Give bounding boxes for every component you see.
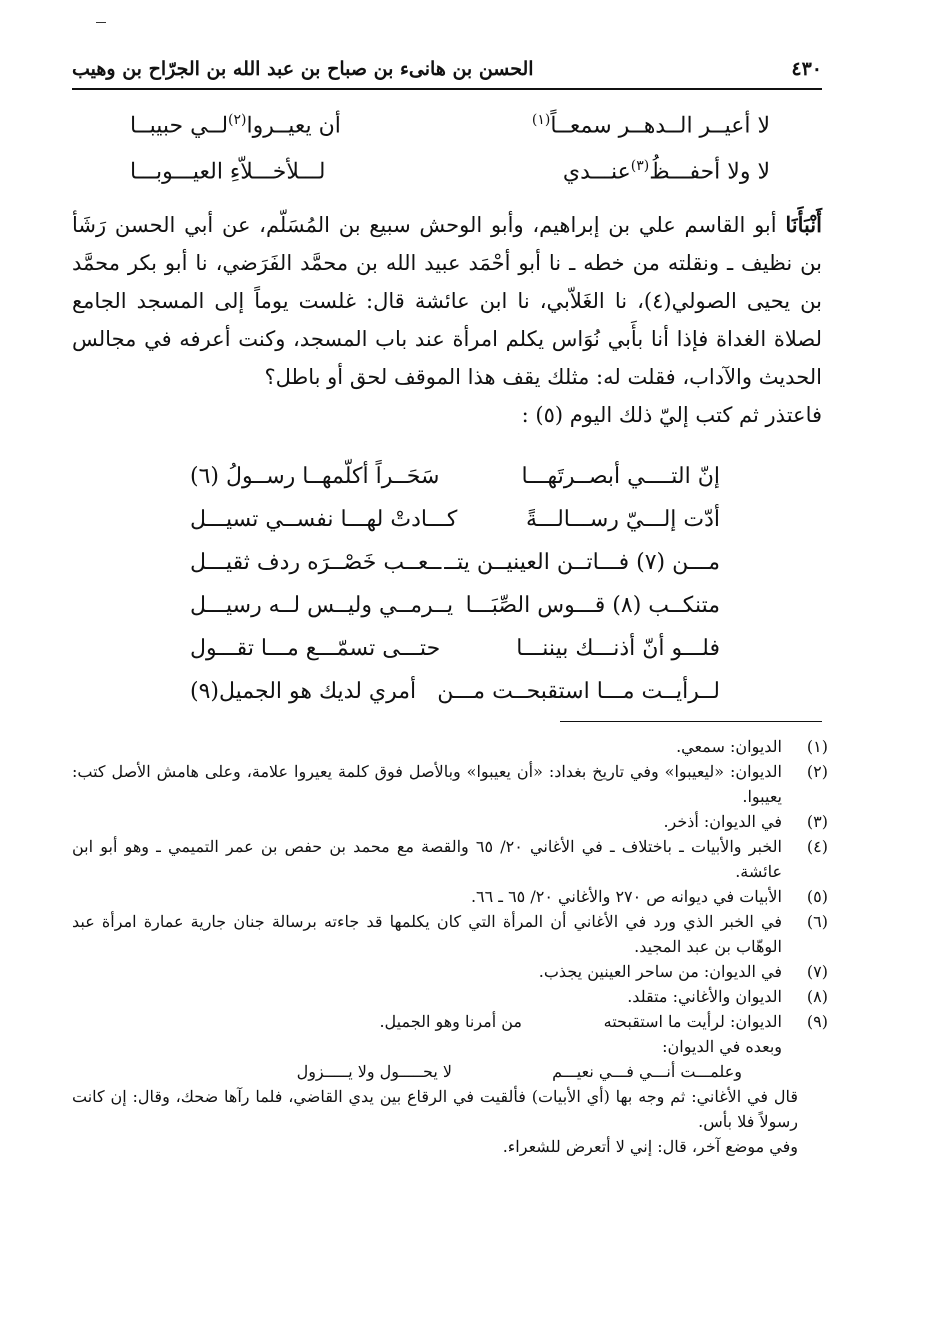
- footnote-verse: [72, 1059, 782, 1084]
- verse-row: [190, 636, 720, 676]
- footnotes: [72, 734, 828, 1159]
- verse-hemistich-right: لــرأيــت مـــا استقبحــت مـــن: [437, 679, 720, 704]
- running-title: الحسن بن هانىء بن صباح بن عبد الله بن الجرّاح بن وهيب: [72, 58, 534, 80]
- footnote-number: (٥): [806, 887, 828, 906]
- scan-mark: [96, 22, 106, 23]
- verse-row: [190, 679, 720, 719]
- verse-row: [190, 507, 720, 547]
- verse-hemistich-right: أدّت إلـــيّ رســـالـــةً: [525, 507, 720, 532]
- footnote-verse: [72, 1009, 782, 1034]
- footnote-continuation: وبعده في الديوان:: [662, 1037, 782, 1056]
- footnote-number: (٣): [806, 812, 828, 831]
- footnote-text: في الخبر الذي ورد في الأغاني أن المرأة التي كان يكلمها قد جاءته برسالة جنان جارية عمارة امرأة عبد الوهّاب بن عبد المجيد.: [72, 912, 783, 956]
- footnote-text: الأبيات في ديوانه ص ٢٧٠ والأغاني ٢٠/ ٦٥ ـ ٦٦.: [470, 887, 782, 906]
- footnote-text: في الديوان: أذخر.: [663, 812, 782, 831]
- footnote-verse-left: لا يحـــــول ولا يـــــزول: [296, 1062, 452, 1081]
- verse-hemistich-right: متنكــب (٨) قـــوس الصِّبَـــا: [465, 593, 720, 618]
- poem-block: [190, 464, 720, 724]
- verse-hemistich-left: يــرمــي وليــس لــه رسيـــل: [190, 593, 454, 618]
- footnote-number: (٨): [806, 987, 828, 1006]
- verse-row: [130, 158, 770, 198]
- verse-hemistich-right: فلـــو أنّ أذنـــك بيننـــا: [516, 636, 720, 661]
- footnote-text: الخبر والأبيات ـ باختلاف ـ في الأغاني ٢٠/ ٦٥ والقصة مع محمد بن حفص بن عمر التميمي ـ وهو أبو ابن عائشة.: [72, 837, 783, 881]
- footnote-number: (٤): [806, 837, 828, 856]
- footnote: [72, 884, 828, 909]
- verse-hemistich-right: مـــن (٧) فـــاتــن العينيــن يتــ: [444, 550, 720, 575]
- footnote-text: الديوان: سمعي.: [676, 737, 782, 756]
- verse-hemistich-right: إنّ التــــي أبصــرتَهـــا: [521, 464, 720, 489]
- page-number: ٤٣٠: [791, 58, 822, 80]
- footnote: [72, 959, 828, 984]
- footnote-verse-right: وعلمـــت أنـــي فـــي نعيـــم: [552, 1062, 742, 1081]
- verse-hemistich-left: كـــادتْ لهـــا نفســي تسيـــل: [190, 507, 458, 532]
- isnad-lead-word: أَنْبَأَنَا: [785, 212, 822, 237]
- verse-hemistich-left: سَحَــراً أكلّمهــا رســولُ (٦): [190, 464, 440, 489]
- footnote: [72, 834, 828, 884]
- footnote: [72, 759, 828, 809]
- footnote-continuation: قال في الأغاني: ثم وجه بها (أي الأبيات) فألقيت في الرقاع بين يدي القاضي، فلما رآها ضحك، وقال: إن كانت رسولاً فلا بأس.: [72, 1087, 798, 1131]
- verse-hemistich-left: أمري لديك هو الجميل(٩): [190, 679, 417, 704]
- footnote: [72, 734, 828, 759]
- verse-hemistich-left: لـــلأخـــلاّءِ العيـــوبـــا: [130, 159, 326, 185]
- verse-hemistich-left: ــعــب خَصْــرَه ردف ثقيـــل: [190, 550, 442, 575]
- footnote-number: (٦): [806, 912, 828, 931]
- footnote-number: (٧): [806, 962, 828, 981]
- verse-row: [130, 112, 770, 152]
- footnote: [72, 809, 828, 834]
- verse-hemistich-left: أن يعيــروا$^{(٢)}$لــي حبيبــا: [130, 112, 341, 139]
- verse-row: [190, 593, 720, 633]
- footnote-number: (٩): [806, 1012, 828, 1031]
- verse-block-top: [130, 112, 770, 202]
- narration-tail: فاعتذر ثم كتب إليّ ذلك اليوم (٥) :: [521, 403, 822, 427]
- footnote: [72, 1009, 828, 1034]
- footnote-number: (١): [806, 737, 828, 756]
- footnote-number: (٢): [806, 762, 828, 781]
- verse-row: [190, 550, 720, 590]
- verse-hemistich-right: لا ولا أحفـــظُ$^{(٣)}$عنـــدي: [562, 158, 770, 185]
- verse-hemistich-right: لا أعيــر الــدهــر سمعــاً$^{(١)}$: [531, 112, 770, 139]
- footnote-verse-right: الديوان: لرأيت ما استقبحته: [603, 1012, 782, 1031]
- footnote-continuation: وفي موضع آخر، قال: إني لا أتعرض للشعراء.: [502, 1137, 798, 1156]
- footnote: [72, 984, 828, 1009]
- header-rule: [72, 88, 822, 90]
- footnote-verse-left: من أمرنا وهو الجميل.: [379, 1012, 522, 1031]
- footnote-separator: [560, 721, 822, 722]
- footnote-text: في الديوان: من ساحر العينين يجذب.: [538, 962, 782, 981]
- page-header: [72, 52, 822, 86]
- verse-hemistich-left: حتـــى تسمّـــع مـــا تقـــول: [190, 636, 441, 661]
- footnote-text: الديوان: «ليعيبوا» وفي تاريخ بغداد: «أن يعيبوا» وبالأصل فوق كلمة يعيروا علامة، وعلى هامش الأصل كتب: يعيبوا.: [72, 762, 783, 806]
- footnote: [72, 909, 828, 959]
- verse-row: [190, 464, 720, 504]
- narration-text: أبو القاسم علي بن إبراهيم، وأبو الوحش سبيع بن المُسَلّم، عن أبي الحسن رَشَأ بن نظيف ـ ونقلته من خطه ـ نا أبو أحْمَد عبيد الله بن محمَّد الفَرَضي، نا أبو بكر محمَّد بن يحيى الصولي(٤)، نا الغَلاّبي، نا ابن عائشة قال: غلست يوماً إلى المسجد الجامع لصلاة الغداة فإذا أنا بأَبي نُوَاس يكلم امرأة عند باب المسجد، وكنت أعرفه في مجالس الحديث والآداب، فقلت له: مثلك يقف هذا الموقف لحق أو باطل؟: [72, 213, 822, 389]
- narration-paragraph: [72, 206, 822, 434]
- footnote-text: الديوان والأغاني: متقلد.: [627, 987, 782, 1006]
